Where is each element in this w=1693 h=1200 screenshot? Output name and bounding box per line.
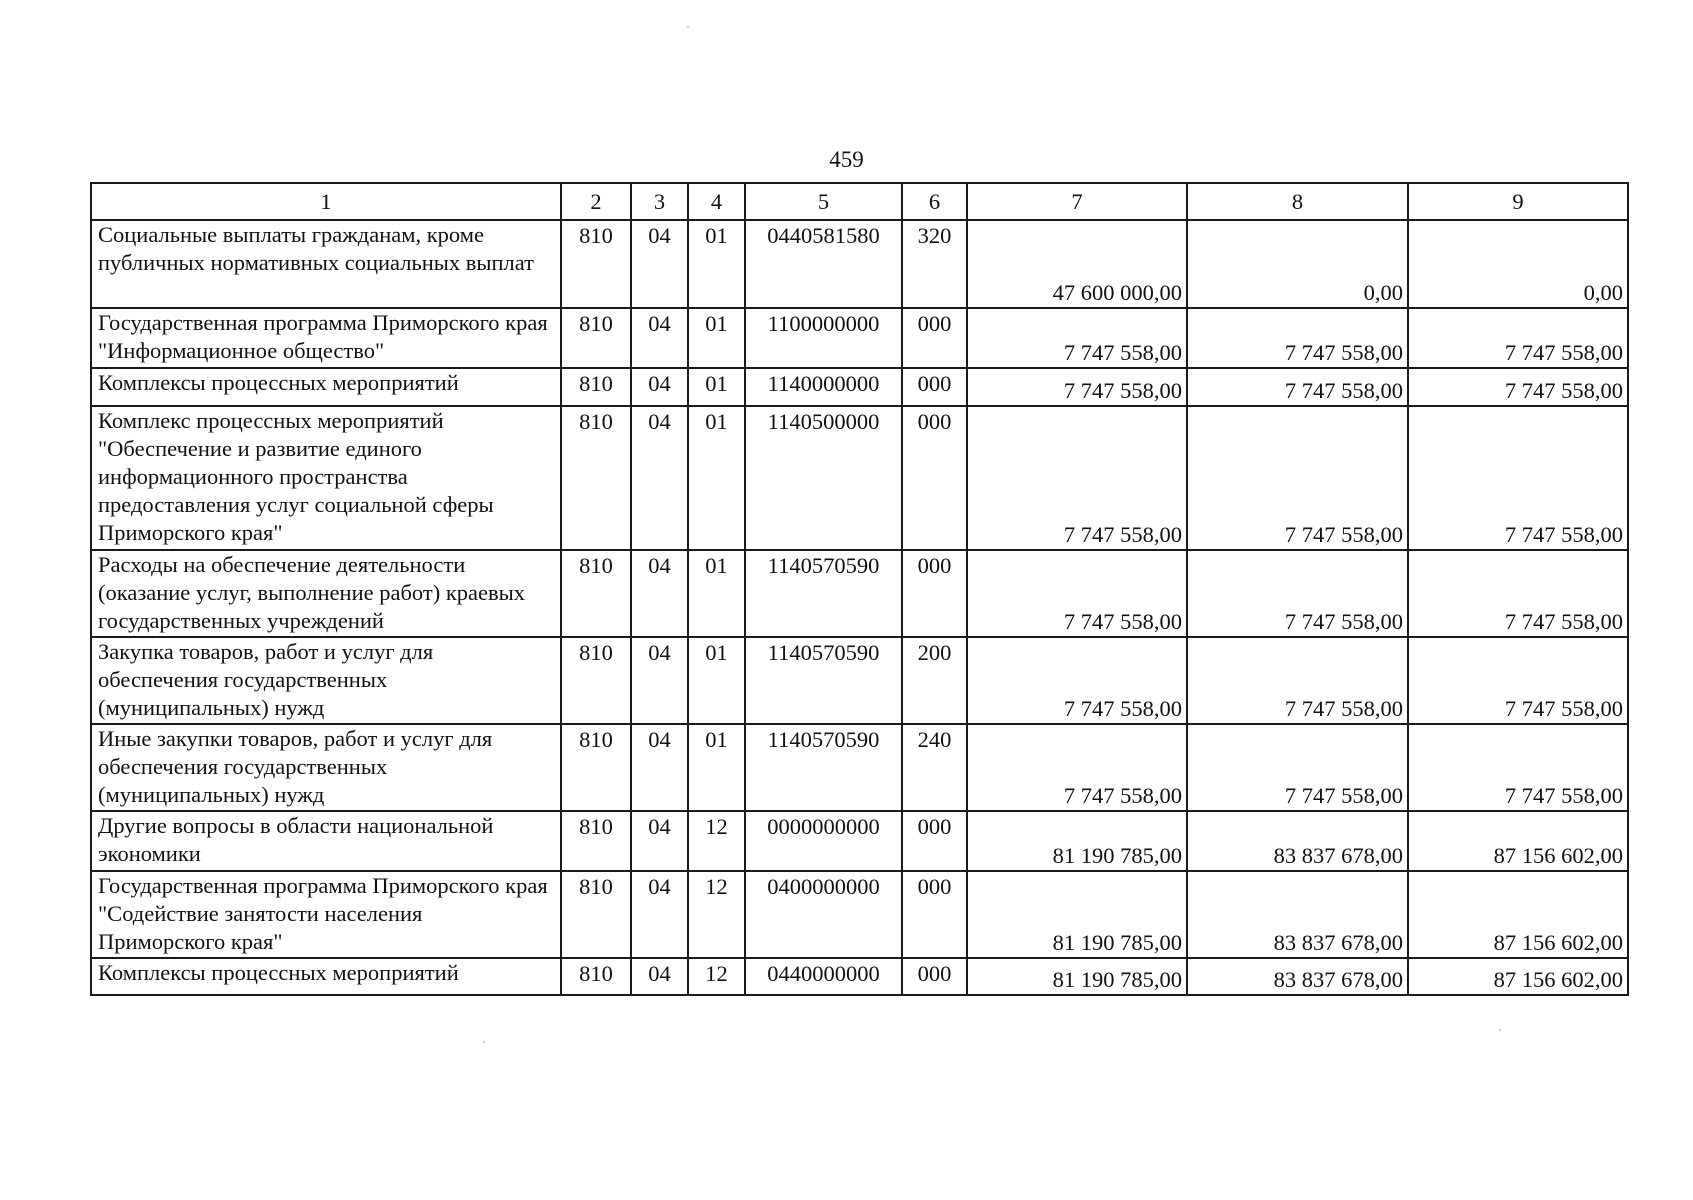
cell-amount-8: 7 747 558,00 [1187,368,1408,406]
cell-col5: 1100000000 [745,308,902,368]
cell-amount-7: 7 747 558,00 [967,406,1187,550]
cell-col6: 000 [902,406,967,550]
cell-name: Другие вопросы в области национальной экономики [91,811,561,871]
column-header-2: 2 [561,183,631,220]
cell-name: Комплексы процессных мероприятий [91,958,561,995]
scan-speck [483,1041,485,1043]
cell-col3: 04 [631,406,688,550]
cell-col6: 000 [902,368,967,406]
cell-col4: 12 [688,871,745,958]
cell-col4: 01 [688,406,745,550]
cell-col5: 0440581580 [745,220,902,308]
cell-amount-8: 7 747 558,00 [1187,724,1408,811]
cell-amount-7: 47 600 000,00 [967,220,1187,308]
cell-amount-7: 7 747 558,00 [967,637,1187,724]
table-row [91,811,1628,871]
cell-amount-9: 7 747 558,00 [1408,550,1628,637]
cell-col3: 04 [631,550,688,637]
cell-col2: 810 [561,220,631,308]
cell-col3: 04 [631,871,688,958]
cell-col6: 000 [902,958,967,995]
table-row [91,958,1628,995]
cell-name: Комплексы процессных мероприятий [91,368,561,406]
cell-col4: 01 [688,724,745,811]
cell-col5: 0400000000 [745,871,902,958]
header-row [91,183,1628,220]
cell-name: Государственная программа Приморского края "Информационное общество" [91,308,561,368]
cell-amount-8: 7 747 558,00 [1187,406,1408,550]
cell-col6: 200 [902,637,967,724]
cell-amount-9: 7 747 558,00 [1408,308,1628,368]
table-row [91,220,1628,308]
cell-col4: 01 [688,550,745,637]
cell-col3: 04 [631,724,688,811]
scan-speck [1499,1029,1501,1031]
cell-col3: 04 [631,368,688,406]
table-row [91,308,1628,368]
budget-table [90,182,1629,996]
cell-col5: 1140570590 [745,637,902,724]
cell-col4: 12 [688,811,745,871]
cell-amount-7: 81 190 785,00 [967,811,1187,871]
cell-col3: 04 [631,220,688,308]
cell-amount-7: 81 190 785,00 [967,871,1187,958]
cell-amount-8: 7 747 558,00 [1187,308,1408,368]
table-row [91,406,1628,550]
cell-amount-8: 0,00 [1187,220,1408,308]
page-number: 459 [829,147,864,172]
cell-col5: 0000000000 [745,811,902,871]
table-row [91,637,1628,724]
cell-col6: 320 [902,220,967,308]
cell-col5: 0440000000 [745,958,902,995]
cell-amount-9: 7 747 558,00 [1408,637,1628,724]
cell-amount-9: 87 156 602,00 [1408,871,1628,958]
cell-amount-8: 83 837 678,00 [1187,811,1408,871]
cell-col6: 000 [902,871,967,958]
cell-col5: 1140570590 [745,550,902,637]
cell-col2: 810 [561,958,631,995]
cell-col5: 1140000000 [745,368,902,406]
cell-amount-8: 83 837 678,00 [1187,871,1408,958]
table-row [91,871,1628,958]
cell-name: Социальные выплаты гражданам, кроме публичных нормативных социальных выплат [91,220,561,308]
table-row [91,368,1628,406]
cell-amount-9: 0,00 [1408,220,1628,308]
cell-amount-8: 7 747 558,00 [1187,637,1408,724]
cell-col2: 810 [561,550,631,637]
cell-col3: 04 [631,958,688,995]
cell-amount-8: 83 837 678,00 [1187,958,1408,995]
cell-col2: 810 [561,724,631,811]
cell-col4: 01 [688,368,745,406]
column-header-6: 6 [902,183,967,220]
column-header-5: 5 [745,183,902,220]
cell-col4: 12 [688,958,745,995]
cell-col2: 810 [561,406,631,550]
cell-amount-7: 7 747 558,00 [967,724,1187,811]
cell-col5: 1140500000 [745,406,902,550]
cell-col5: 1140570590 [745,724,902,811]
column-header-4: 4 [688,183,745,220]
cell-col2: 810 [561,308,631,368]
cell-col2: 810 [561,811,631,871]
cell-name: Закупка товаров, работ и услуг для обеспечения государственных (муниципальных) нужд [91,637,561,724]
cell-amount-9: 87 156 602,00 [1408,811,1628,871]
cell-amount-7: 7 747 558,00 [967,550,1187,637]
cell-amount-7: 81 190 785,00 [967,958,1187,995]
cell-name: Комплекс процессных мероприятий "Обеспечение и развитие единого информационного пространства предоставления услуг социальной сферы Приморского края" [91,406,561,550]
table-body [91,220,1628,995]
cell-col2: 810 [561,368,631,406]
cell-col4: 01 [688,220,745,308]
cell-col3: 04 [631,308,688,368]
column-header-9: 9 [1408,183,1628,220]
cell-col6: 000 [902,308,967,368]
cell-amount-9: 87 156 602,00 [1408,958,1628,995]
cell-col6: 000 [902,811,967,871]
cell-col3: 04 [631,811,688,871]
scan-speck [687,26,689,28]
cell-amount-9: 7 747 558,00 [1408,724,1628,811]
cell-col6: 240 [902,724,967,811]
cell-col4: 01 [688,308,745,368]
cell-amount-7: 7 747 558,00 [967,368,1187,406]
table-row [91,724,1628,811]
cell-amount-9: 7 747 558,00 [1408,406,1628,550]
column-header-7: 7 [967,183,1187,220]
cell-col4: 01 [688,637,745,724]
cell-name: Расходы на обеспечение деятельности (оказание услуг, выполнение работ) краевых государственных учреждений [91,550,561,637]
cell-col3: 04 [631,637,688,724]
cell-col2: 810 [561,637,631,724]
column-header-3: 3 [631,183,688,220]
cell-name: Государственная программа Приморского края "Содействие занятости населения Приморского края" [91,871,561,958]
cell-amount-9: 7 747 558,00 [1408,368,1628,406]
cell-col2: 810 [561,871,631,958]
table-row [91,550,1628,637]
column-header-1: 1 [91,183,561,220]
cell-name: Иные закупки товаров, работ и услуг для обеспечения государственных (муниципальных) нужд [91,724,561,811]
cell-col6: 000 [902,550,967,637]
cell-amount-8: 7 747 558,00 [1187,550,1408,637]
column-header-8: 8 [1187,183,1408,220]
cell-amount-7: 7 747 558,00 [967,308,1187,368]
